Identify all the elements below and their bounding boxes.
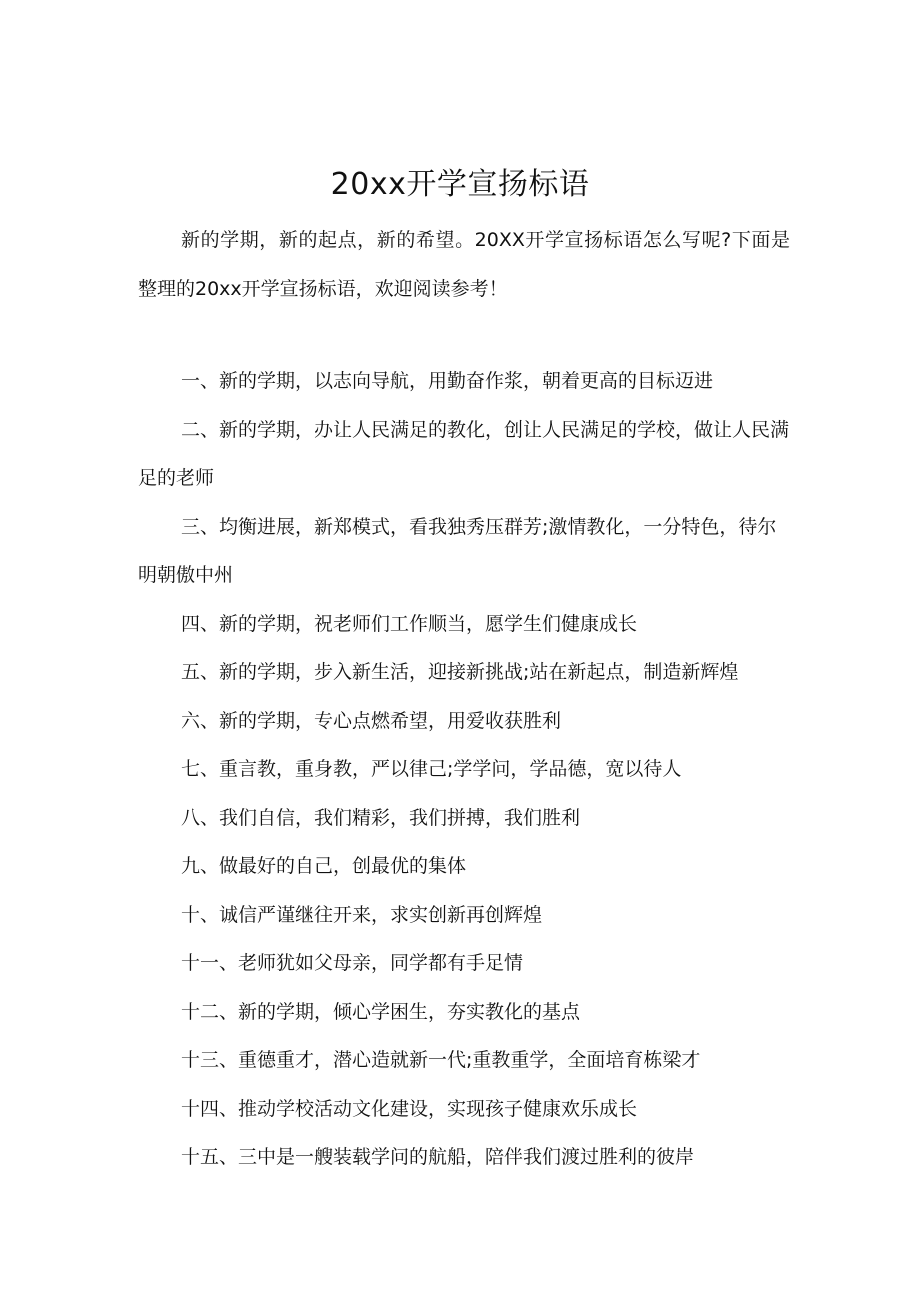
slogan-item: 十五、三中是一艘装载学问的航船，陪伴我们渡过胜利的彼岸	[181, 1146, 695, 1168]
slogan-item: 十、诚信严谨继往开来，求实创新再创辉煌	[181, 903, 543, 926]
slogan-item: 九、做最好的自己，创最优的集体	[181, 855, 467, 877]
slogan-item: 五、新的学期，步入新生活，迎接新挑战;站在新起点，制造新辉煌	[181, 661, 739, 683]
slogan-item: 十四、推动学校活动文化建设，实现孩子健康欢乐成长	[181, 1097, 638, 1120]
intro-paragraph: 新的学期，新的起点，新的希望。20XX开学宣扬标语怎么写呢?下面是整理的20xx开学宣扬标语，欢迎阅读参考！	[138, 229, 790, 300]
slogan-item: 十一、老师犹如父母亲，同学都有手足情	[181, 952, 524, 974]
slogan-list	[138, 357, 790, 1182]
slogan-item: 八、我们自信，我们精彩，我们拼搏，我们胜利	[181, 806, 581, 829]
slogan-item: 七、重言教，重身教，严以律己;学学问，学品德，宽以待人	[181, 758, 682, 780]
document-title: 20xx开学宣扬标语	[330, 167, 590, 203]
slogan-item: 三、均衡进展，新郑模式，看我独秀压群芳;激情教化，一分特色，待尔明朝傲中州	[138, 515, 777, 586]
slogan-item: 十三、重德重才，潜心造就新一代;重教重学，全面培育栋梁才	[181, 1049, 701, 1071]
slogan-item: 十二、新的学期，倾心学困生，夯实教化的基点	[181, 1000, 581, 1023]
slogan-item: 四、新的学期，祝老师们工作顺当，愿学生们健康成长	[181, 612, 638, 635]
slogan-item: 一、新的学期，以志向导航，用勤奋作浆，朝着更高的目标迈进	[181, 370, 714, 392]
slogan-item: 二、新的学期，办让人民满足的教化，创让人民满足的学校，做让人民满足的老师	[138, 418, 790, 489]
slogan-item: 六、新的学期，专心点燃希望，用爱收获胜利	[181, 709, 562, 732]
